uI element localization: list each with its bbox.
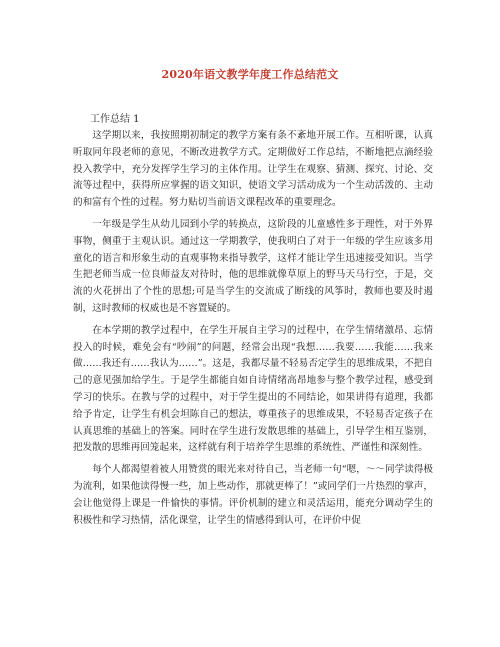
section-heading: 工作总结 1 [90,114,140,125]
paragraph: 这学期以来，我按照期初制定的教学方案有条不紊地开展工作。互相听课，认真听取同年段老师的意见，不断改进教学方式。定期做好工作总结，不断地把点滴经验投入教学中，充分发挥学生学习的主体作用。让学生在观察、猜测、探究、讨论、交流等过程中，获得所应掌握的语文知识，使语文学习活动成为一个生动活泼的、主动的和富有个性的过程。努力贴切当前语文课程改革的重要理念。 [73,130,433,209]
paragraph: 每个人都渴望着被人用赞赏的眼光来对待自己，当老师一句“嗯，～～同学读得极为流利，如果他读得慢一些，加上些动作，那就更棒了！”或同学们一片热烈的掌声，会让他觉得上课是一件愉快的事情。评价机制的建立和灵活运用，能充分调动学生的积极性和学习热情，活化课堂，让学生的情感得到认可，在评价中促 [73,464,433,526]
paragraph: 一年级是学生从幼儿园到小学的转换点，这阶段的儿童感性多于理性，对于外界事物，侧重于主观认识。通过这一学期教学，使我明白了对于一年级的学生应该多用童化的语言和形象生动的直观事物来指导教学，这样才能让学生迅速接受知识。当学生把老师当成一位良师益友对待时，他的思维就像草原上的野马天马行空，于是，交流的火花拼出了个性的思想;可是当学生的交流成了断线的风筝时，教师也要及时遏制，这时教师的权威也是不容置疑的。 [73,218,433,314]
document-title: 2020年语文教学年度工作总结范文 [161,68,339,81]
document-body [73,128,433,534]
paragraph: 在本学期的教学过程中，在学生开展自主学习的过程中，在学生情绪激昂、忘情投入的时候，难免会有“吵闹”的问题，经常会出现“我想……我要……我能……我来做……我还有……我认为……”。这是，我都尽量不轻易否定学生的思维成果，不把自己的意见强加给学生。于是学生都能自如自诗情绪高昂地参与整个教学过程，感受到学习的快乐。在教与学的过程中，对于学生提出的不同结论，如果讲得有道理，我都给予肯定，让学生有机会坦陈自己的想法，尊重孩子的思维成果，不轻易否定孩子在认真思维的基础上的答案。同时在学生进行发散思维的基础上，引导学生相互鉴别，把发散的思维再回笼起来，这样就有利于培养学生思维的系统性、严谨性和深刻性。 [73,324,433,454]
